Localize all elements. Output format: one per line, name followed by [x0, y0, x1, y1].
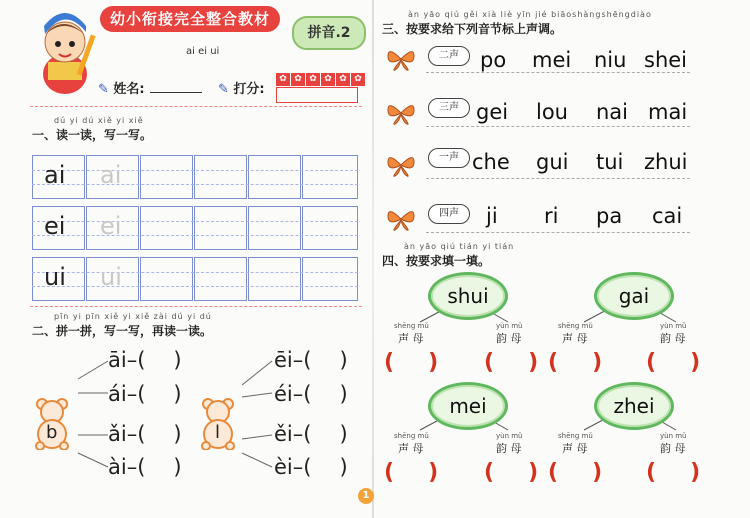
initial-label: 声 母 — [398, 332, 424, 345]
name-label: 姓名: — [113, 82, 145, 97]
answer-blank[interactable]: ( ) — [646, 350, 701, 375]
answer-blank[interactable]: ( ) — [384, 460, 439, 485]
flower-icon: ✿ — [351, 73, 365, 86]
butterfly-icon — [386, 206, 416, 232]
initial-letter-l: l — [215, 422, 221, 443]
blend-item: ěi–( ) — [274, 422, 348, 446]
child-mascot-illustration — [34, 4, 96, 96]
syllable[interactable]: mai — [648, 100, 688, 124]
blend-item: èi–( ) — [274, 455, 348, 479]
syllable[interactable]: che — [472, 150, 510, 174]
syllable-cloud: gai — [594, 272, 674, 320]
grid-example: ui — [44, 263, 66, 291]
final-pinyin: yùn mǔ — [660, 322, 687, 330]
blend-item: ǎi–( ) — [108, 422, 182, 446]
syllable[interactable]: mei — [532, 48, 572, 72]
header-divider — [30, 106, 362, 107]
section2-title: 二、拼一拼，写一写，再读一读。 — [32, 324, 213, 338]
section2-pinyin: pīn yi pīn xiě yi xiě zài dú yi dú — [54, 312, 212, 321]
flower-icon: ✿ — [336, 73, 350, 86]
section4-pinyin: àn yāo qiú tián yi tián — [404, 242, 515, 251]
blend-item: āi–( ) — [108, 348, 182, 372]
tone-label: 三声 — [428, 98, 470, 118]
name-field[interactable] — [150, 92, 202, 93]
score-blank[interactable] — [276, 87, 358, 103]
final-label: 韵 母 — [496, 332, 522, 345]
syllable[interactable]: gui — [536, 150, 569, 174]
answer-blank[interactable]: ( ) — [484, 350, 539, 375]
pencil-icon: ✎ — [218, 82, 234, 97]
section4-title: 四、按要求填一填。 — [382, 254, 491, 268]
grid-trace: ui — [100, 263, 122, 291]
answer-blank[interactable]: ( ) — [548, 460, 603, 485]
final-label: 韵 母 — [660, 332, 686, 345]
writing-grid-row[interactable] — [32, 257, 358, 301]
final-pinyin: yùn mǔ — [660, 432, 687, 440]
syllable-cloud: shui — [428, 272, 508, 320]
answer-blank[interactable]: ( ) — [646, 460, 701, 485]
answer-blank[interactable]: ( ) — [484, 460, 539, 485]
syllable[interactable]: cai — [652, 204, 683, 228]
grid-example: ai — [44, 161, 66, 189]
syllable[interactable]: ri — [544, 204, 559, 228]
final-label: 韵 母 — [496, 442, 522, 455]
tone-label: 四声 — [428, 204, 470, 224]
blend-item: éi–( ) — [274, 382, 348, 406]
syllable[interactable]: lou — [536, 100, 568, 124]
lesson-badge: 拼音.2 — [292, 16, 366, 50]
section1-title: 一、读一读，写一写。 — [32, 128, 153, 142]
score-label: 打分: — [233, 82, 265, 97]
butterfly-icon — [386, 152, 416, 178]
section3-title: 三、按要求给下列音节标上声调。 — [382, 22, 563, 36]
grid-example: ei — [44, 212, 66, 240]
syllable[interactable]: nai — [596, 100, 629, 124]
section3-pinyin: àn yāo qiú gěi xià liè yīn jié biāoshàngshēngdiào — [408, 10, 652, 19]
score-row — [218, 78, 265, 97]
syllable[interactable]: tui — [596, 150, 624, 174]
answer-blank[interactable]: ( ) — [384, 350, 439, 375]
syllable-cloud: zhei — [594, 382, 674, 430]
section1-pinyin: dú yi dú xiě yi xiě — [54, 116, 144, 125]
syllable[interactable]: niu — [594, 48, 627, 72]
butterfly-icon — [386, 100, 416, 126]
book-title-banner: 幼小衔接完全整合教材 — [100, 6, 280, 32]
initial-pinyin: shēng mǔ — [394, 322, 429, 330]
syllable[interactable]: pa — [596, 204, 623, 228]
initial-pinyin: shēng mǔ — [394, 432, 429, 440]
syllable[interactable]: shei — [644, 48, 688, 72]
flower-icon: ✿ — [306, 73, 320, 86]
initial-label: 声 母 — [562, 442, 588, 455]
syllable[interactable]: zhui — [644, 150, 688, 174]
initial-pinyin: shēng mǔ — [558, 322, 593, 330]
flower-icon: ✿ — [321, 73, 335, 86]
final-pinyin: yùn mǔ — [496, 432, 523, 440]
blend-item: ēi–( ) — [274, 348, 348, 372]
blend-item: ái–( ) — [108, 382, 182, 406]
final-label: 韵 母 — [660, 442, 686, 455]
grid-trace: ei — [100, 212, 122, 240]
answer-blank[interactable]: ( ) — [548, 350, 603, 375]
syllable[interactable]: gei — [476, 100, 509, 124]
flower-icon: ✿ — [276, 73, 290, 86]
initial-label: 声 母 — [562, 332, 588, 345]
section-divider — [30, 306, 362, 307]
score-boxes[interactable] — [276, 66, 366, 103]
tone-label: 二声 — [428, 46, 470, 66]
initial-letter-b: b — [46, 422, 58, 443]
syllable[interactable]: po — [480, 48, 507, 72]
pencil-icon: ✎ — [98, 82, 114, 97]
lesson-tip: ai ei ui — [186, 46, 220, 57]
initial-label: 声 母 — [398, 442, 424, 455]
writing-grid-row[interactable] — [32, 206, 358, 250]
grid-trace: ai — [100, 161, 122, 189]
flower-icon: ✿ — [291, 73, 305, 86]
tone-label: 一声 — [428, 148, 470, 168]
writing-grid-row[interactable] — [32, 155, 358, 199]
initial-pinyin: shēng mǔ — [558, 432, 593, 440]
page-number: 1 — [358, 488, 374, 504]
name-row — [98, 78, 202, 97]
syllable-cloud: mei — [428, 382, 508, 430]
blend-item: ài–( ) — [108, 455, 182, 479]
final-pinyin: yùn mǔ — [496, 322, 523, 330]
butterfly-icon — [386, 46, 416, 72]
page-gutter — [372, 0, 374, 518]
syllable[interactable]: ji — [486, 204, 498, 228]
